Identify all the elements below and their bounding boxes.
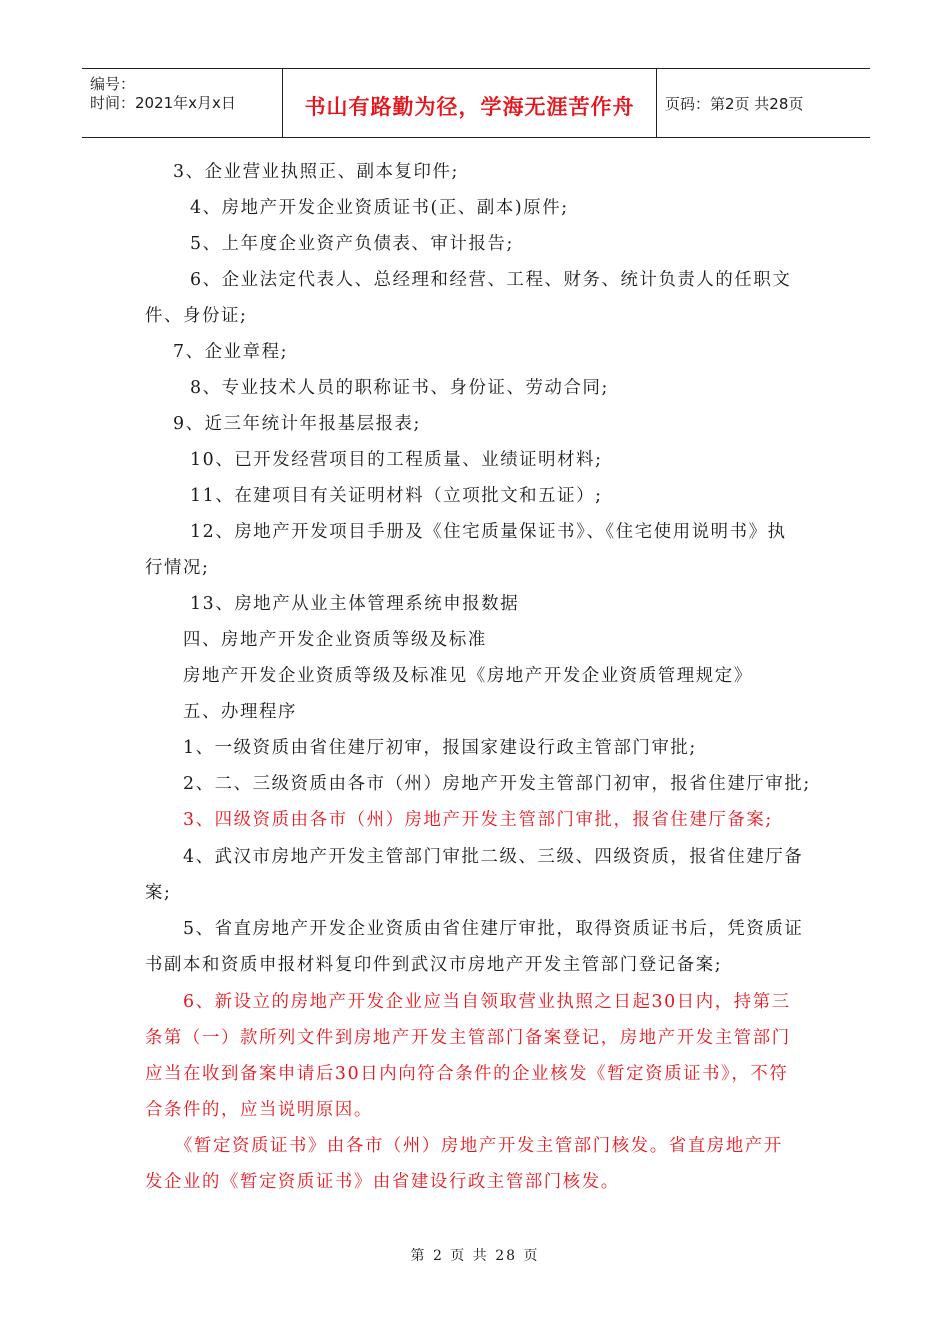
body-line: 5、上年度企业资产负债表、审计报告; bbox=[190, 234, 514, 254]
header-page-cell bbox=[657, 69, 870, 137]
body-line: 8、专业技术人员的职称证书、身份证、劳动合同; bbox=[190, 378, 609, 398]
body-line: 2、二、三级资质由各市（州）房地产开发主管部门初审，报省住建厅审批; bbox=[183, 774, 811, 794]
header-page-info: 页码：第2页 共28页 bbox=[665, 95, 804, 113]
highlighted-line: 发企业的《暂定资质证书》由省建设行政主管部门核发。 bbox=[145, 1172, 620, 1192]
body-line: 11、在建项目有关证明材料（立项批文和五证）; bbox=[190, 486, 603, 506]
header-motto-cell bbox=[283, 69, 657, 137]
body-line: 12、房地产开发项目手册及《住宅质量保证书》、《住宅使用说明书》执 bbox=[190, 522, 787, 542]
highlighted-line: 3、四级资质由各市（州）房地产开发主管部门审批，报省住建厅备案; bbox=[183, 810, 773, 830]
body-line: 案; bbox=[145, 883, 172, 903]
document-number-label: 编号： bbox=[90, 75, 136, 93]
body-line: 6、企业法定代表人、总经理和经营、工程、财务、统计负责人的任职文 bbox=[190, 270, 792, 290]
header-meta bbox=[82, 69, 283, 137]
body-line: 4、武汉市房地产开发主管部门审批二级、三级、四级资质，报省住建厅备 bbox=[183, 847, 804, 867]
body-line: 4、房地产开发企业资质证书(正、副本)原件; bbox=[190, 198, 569, 218]
page-footer: 第 2 页 共 28 页 bbox=[410, 1248, 540, 1264]
highlighted-line: 《暂定资质证书》由各市（州）房地产开发主管部门核发。省直房地产开 bbox=[175, 1136, 783, 1156]
highlighted-line: 6、新设立的房地产开发企业应当自领取营业执照之日起30日内，持第三 bbox=[183, 992, 791, 1012]
highlighted-line: 条第（一）款所列文件到房地产开发主管部门备案登记，房地产开发主管部门 bbox=[145, 1028, 791, 1048]
header-motto: 书山有路勤为径，学海无涯苦作舟 bbox=[304, 95, 635, 119]
body-line: 10、已开发经营项目的工程质量、业绩证明材料; bbox=[190, 450, 603, 470]
section-heading: 五、办理程序 bbox=[183, 702, 297, 722]
document-date: 时间：2021年x月x日 bbox=[90, 94, 236, 112]
body-line: 件、身份证; bbox=[145, 306, 248, 326]
section-heading: 四、房地产开发企业资质等级及标准 bbox=[183, 630, 487, 650]
body-line: 1、一级资质由省住建厅初审，报国家建设行政主管部门审批; bbox=[183, 738, 697, 758]
page-header bbox=[82, 68, 870, 138]
body-line: 7、企业章程; bbox=[173, 342, 289, 362]
body-line: 书副本和资质申报材料复印件到武汉市房地产开发主管部门登记备案; bbox=[145, 955, 723, 975]
highlighted-line: 应当在收到备案申请后30日内向符合条件的企业核发《暂定资质证书》，不符 bbox=[145, 1064, 789, 1084]
highlighted-line: 合条件的，应当说明原因。 bbox=[145, 1100, 373, 1120]
body-line: 房地产开发企业资质等级及标准见《房地产开发企业资质管理规定》 bbox=[183, 666, 753, 686]
body-line: 5、省直房地产开发企业资质由省住建厅审批，取得资质证书后，凭资质证 bbox=[183, 919, 804, 939]
body-line: 行情况; bbox=[145, 558, 210, 578]
body-line: 13、房地产从业主体管理系统申报数据 bbox=[190, 594, 520, 614]
body-line: 3、企业营业执照正、副本复印件; bbox=[173, 162, 459, 182]
body-line: 9、近三年统计年报基层报表; bbox=[173, 414, 422, 434]
